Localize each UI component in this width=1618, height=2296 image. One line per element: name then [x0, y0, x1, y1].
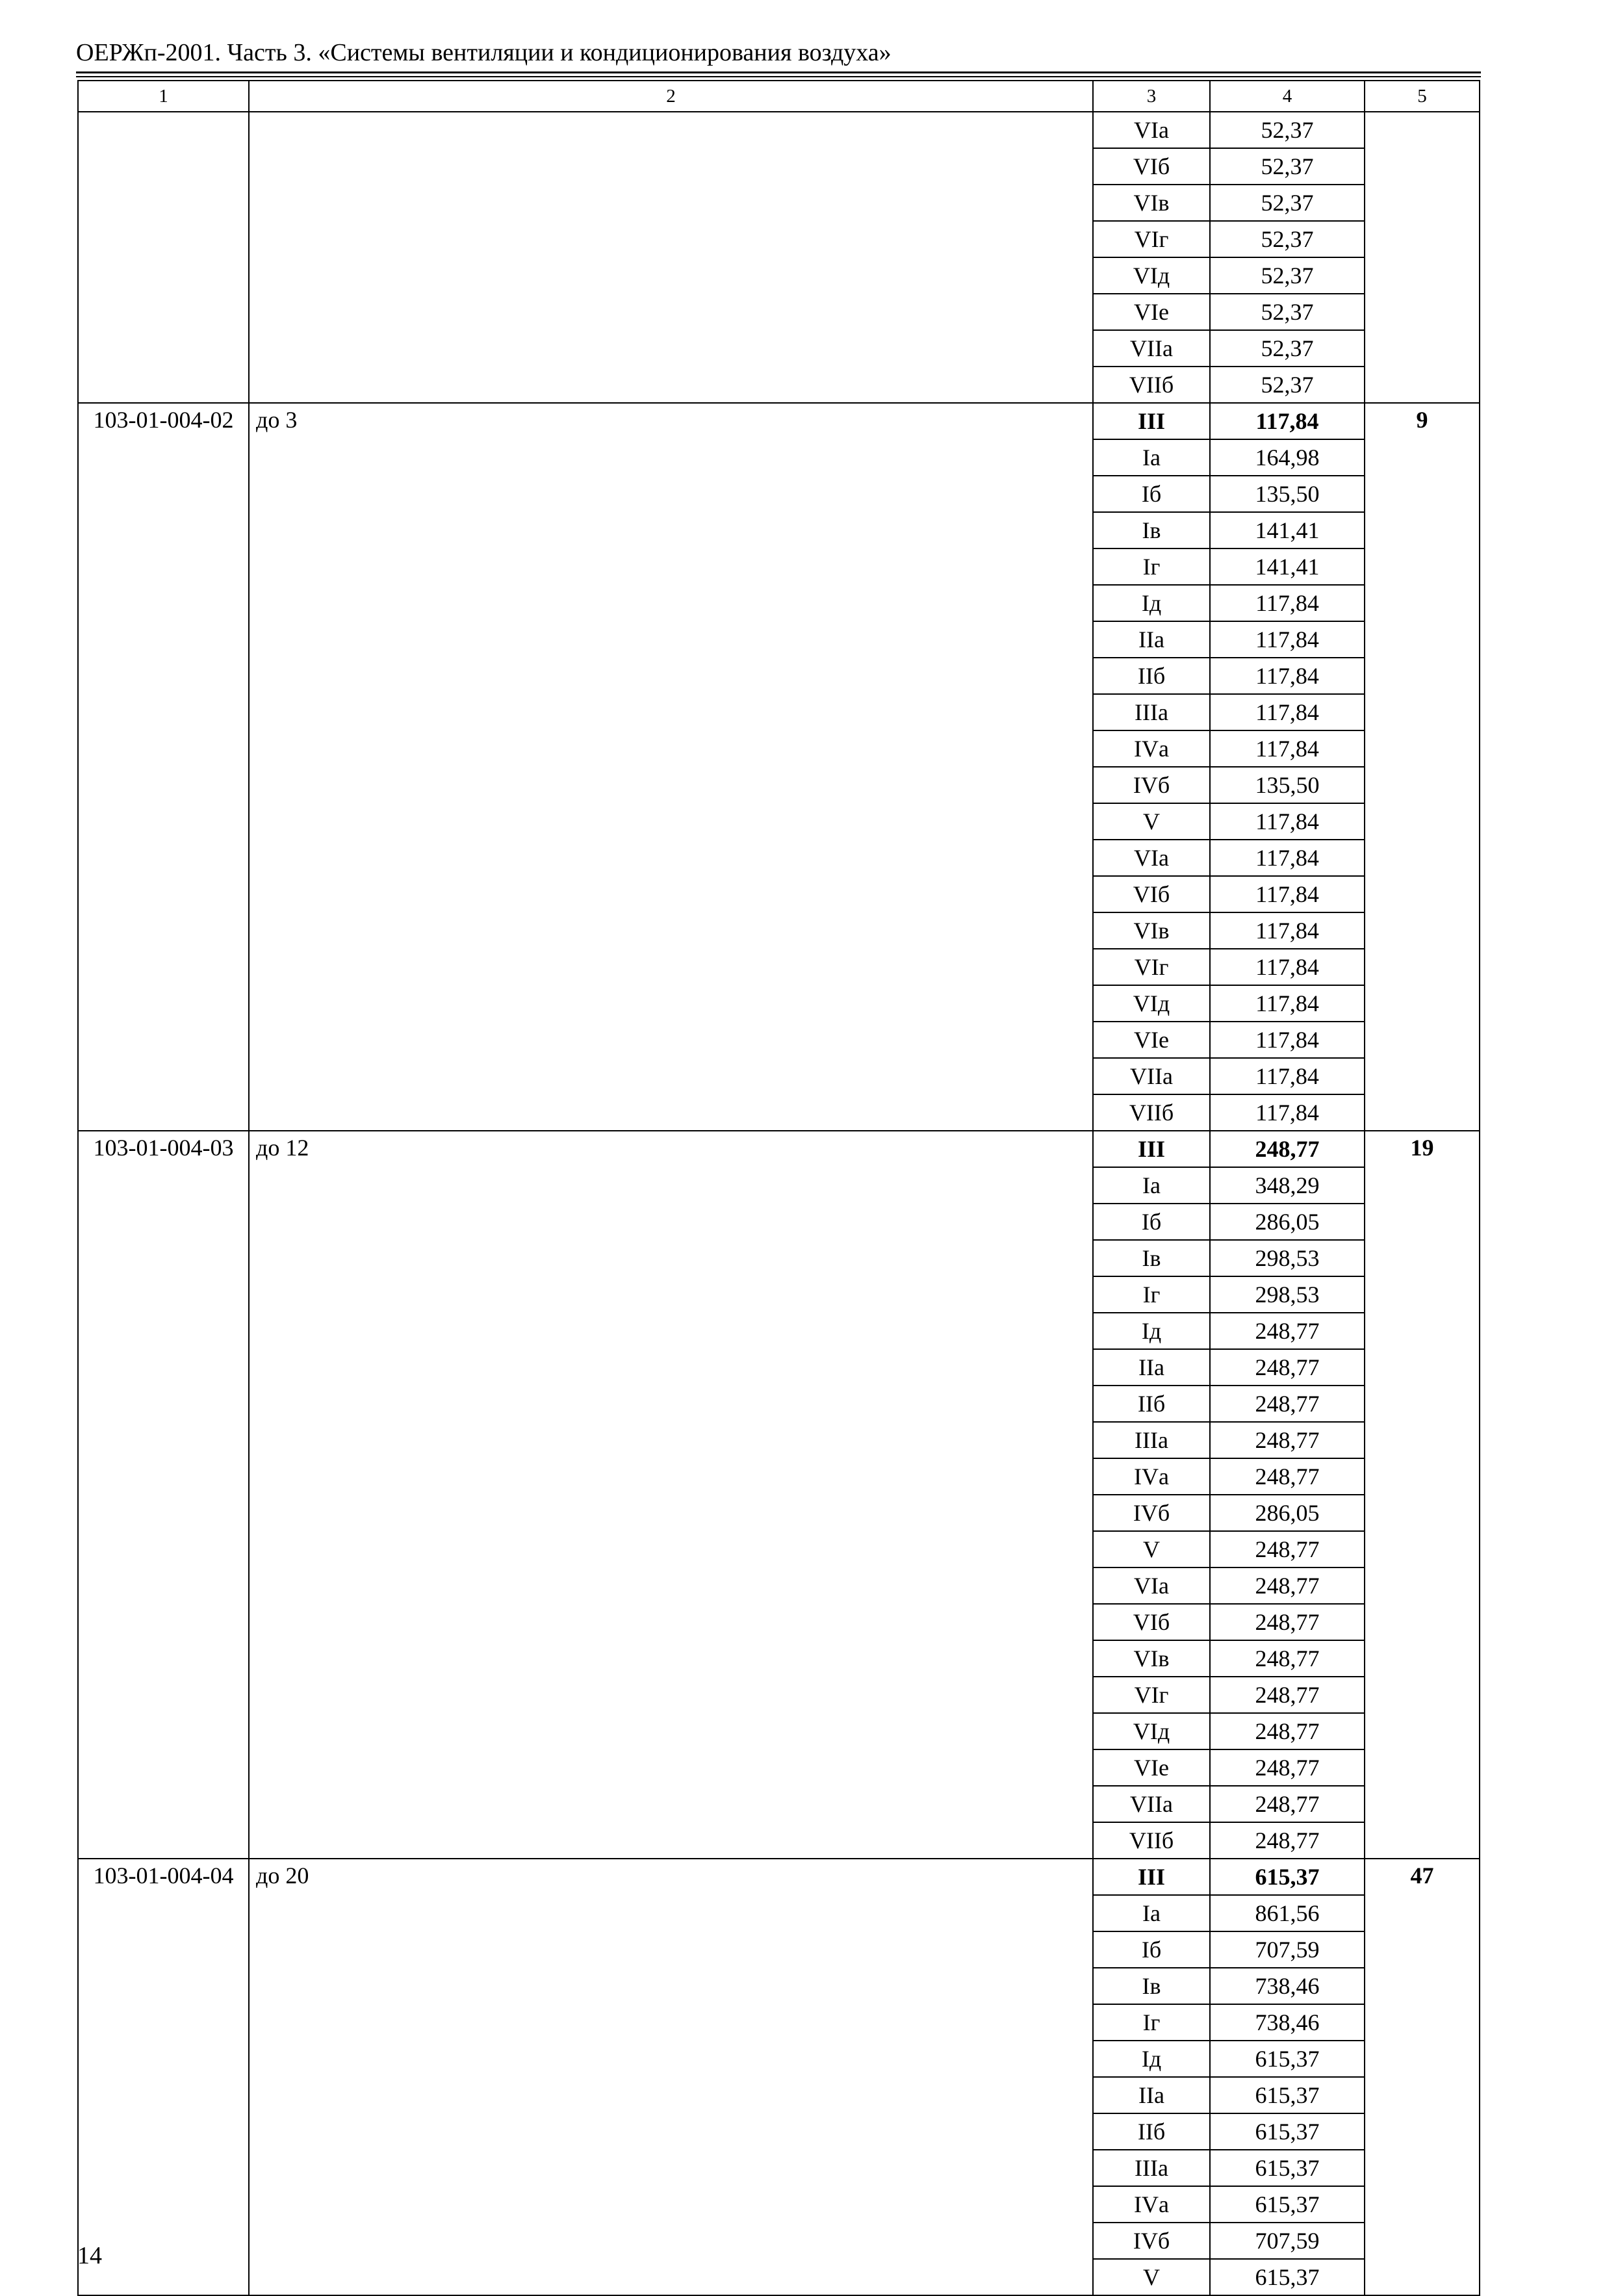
value-cell: 117,84	[1210, 803, 1365, 840]
value-cell: 52,37	[1210, 221, 1365, 257]
value-cell: 52,37	[1210, 185, 1365, 221]
value-cell: 248,77	[1210, 1677, 1365, 1713]
value-cell: 117,84	[1210, 1022, 1365, 1058]
value-cell: 117,84	[1210, 658, 1365, 694]
description-cell: до 3	[249, 403, 1093, 1131]
value-cell: 52,37	[1210, 257, 1365, 294]
value-cell: 248,77	[1210, 1313, 1365, 1349]
description-cell	[249, 112, 1093, 403]
zone-cell: IIIа	[1093, 1422, 1210, 1458]
value-cell: 141,41	[1210, 548, 1365, 585]
value-cell: 615,37	[1210, 2150, 1365, 2186]
rates-table-body	[78, 81, 1480, 2295]
value-cell: 117,84	[1210, 985, 1365, 1022]
page-header-title: ОЕРЖп-2001. Часть 3. «Системы вентиляции и кондиционирования воздуха»	[76, 39, 892, 66]
value-cell: 248,77	[1210, 1749, 1365, 1786]
value-cell: 286,05	[1210, 1204, 1365, 1240]
column-number: 3	[1093, 81, 1210, 112]
zone-cell: VIв	[1093, 912, 1210, 949]
zone-cell: Iа	[1093, 439, 1210, 476]
zone-cell: VIе	[1093, 1022, 1210, 1058]
zone-cell: Iг	[1093, 1276, 1210, 1313]
zone-cell: IVа	[1093, 730, 1210, 767]
value-cell: 248,77	[1210, 1386, 1365, 1422]
value-cell: 117,84	[1210, 585, 1365, 621]
zone-cell: VIв	[1093, 1640, 1210, 1677]
zone-cell: VIа	[1093, 112, 1210, 148]
zone-cell: VIд	[1093, 257, 1210, 294]
value-cell: 52,37	[1210, 112, 1365, 148]
zone-cell: Iб	[1093, 476, 1210, 512]
zone-cell: Iг	[1093, 548, 1210, 585]
zone-cell: VIд	[1093, 985, 1210, 1022]
zone-cell: V	[1093, 2259, 1210, 2295]
value-cell: 298,53	[1210, 1276, 1365, 1313]
zone-cell: Iа	[1093, 1895, 1210, 1931]
zone-cell: VIг	[1093, 1677, 1210, 1713]
value-cell: 248,77	[1210, 1458, 1365, 1495]
value-cell: 135,50	[1210, 476, 1365, 512]
zone-cell: IIIа	[1093, 2150, 1210, 2186]
value-cell: 248,77	[1210, 1640, 1365, 1677]
zone-cell: Iб	[1093, 1204, 1210, 1240]
value-cell: 707,59	[1210, 1931, 1365, 1968]
zone-cell: IVа	[1093, 2186, 1210, 2223]
description-cell: до 12	[249, 1131, 1093, 1859]
zone-cell: VIIа	[1093, 1058, 1210, 1094]
col5-cell: 9	[1365, 403, 1480, 1131]
value-cell: 117,84	[1210, 1058, 1365, 1094]
zone-cell: VIб	[1093, 1604, 1210, 1640]
value-cell: 52,37	[1210, 367, 1365, 403]
zone-cell: III	[1093, 1131, 1210, 1167]
value-cell: 164,98	[1210, 439, 1365, 476]
code-cell	[78, 112, 249, 403]
zone-cell: V	[1093, 803, 1210, 840]
rates-table	[77, 80, 1480, 2296]
zone-cell: VIг	[1093, 949, 1210, 985]
value-cell: 615,37	[1210, 2186, 1365, 2223]
value-cell: 135,50	[1210, 767, 1365, 803]
zone-cell: Iв	[1093, 1240, 1210, 1276]
zone-cell: Iд	[1093, 2041, 1210, 2077]
value-cell: 615,37	[1210, 1859, 1365, 1895]
value-cell: 248,77	[1210, 1822, 1365, 1859]
column-number-row	[78, 81, 1480, 112]
zone-cell: IIIа	[1093, 694, 1210, 730]
value-cell: 615,37	[1210, 2077, 1365, 2113]
value-cell: 248,77	[1210, 1604, 1365, 1640]
zone-cell: Iд	[1093, 585, 1210, 621]
value-cell: 738,46	[1210, 2004, 1365, 2041]
zone-cell: VIIб	[1093, 1094, 1210, 1131]
zone-cell: VIг	[1093, 221, 1210, 257]
zone-cell: IIа	[1093, 621, 1210, 658]
value-cell: 117,84	[1210, 694, 1365, 730]
col5-cell	[1365, 112, 1480, 403]
code-cell: 103-01-004-04	[78, 1859, 249, 2295]
zone-cell: V	[1093, 1531, 1210, 1567]
zone-cell: VIа	[1093, 1567, 1210, 1604]
zone-cell: VIа	[1093, 840, 1210, 876]
table-row	[78, 1131, 1480, 1167]
table-row	[78, 1859, 1480, 1895]
value-cell: 248,77	[1210, 1567, 1365, 1604]
value-cell: 286,05	[1210, 1495, 1365, 1531]
value-cell: 298,53	[1210, 1240, 1365, 1276]
value-cell: 248,77	[1210, 1786, 1365, 1822]
zone-cell: VIе	[1093, 294, 1210, 330]
value-cell: 738,46	[1210, 1968, 1365, 2004]
description-cell: до 20	[249, 1859, 1093, 2295]
value-cell: 348,29	[1210, 1167, 1365, 1204]
table-row	[78, 403, 1480, 439]
zone-cell: III	[1093, 403, 1210, 439]
zone-cell: IIа	[1093, 2077, 1210, 2113]
zone-cell: IVб	[1093, 1495, 1210, 1531]
value-cell: 248,77	[1210, 1131, 1365, 1167]
zone-cell: VIв	[1093, 185, 1210, 221]
value-cell: 52,37	[1210, 294, 1365, 330]
value-cell: 861,56	[1210, 1895, 1365, 1931]
zone-cell: IIб	[1093, 1386, 1210, 1422]
page-number: 14	[77, 2242, 102, 2269]
zone-cell: IIб	[1093, 2113, 1210, 2150]
code-cell: 103-01-004-03	[78, 1131, 249, 1859]
column-number: 5	[1365, 81, 1480, 112]
zone-cell: IIб	[1093, 658, 1210, 694]
header-rule	[76, 71, 1481, 73]
zone-cell: Iг	[1093, 2004, 1210, 2041]
value-cell: 117,84	[1210, 403, 1365, 439]
value-cell: 117,84	[1210, 1094, 1365, 1131]
zone-cell: IIа	[1093, 1349, 1210, 1386]
zone-cell: Iа	[1093, 1167, 1210, 1204]
value-cell: 615,37	[1210, 2259, 1365, 2295]
code-cell: 103-01-004-02	[78, 403, 249, 1131]
column-number: 1	[78, 81, 249, 112]
table-row	[78, 112, 1480, 148]
zone-cell: VIб	[1093, 148, 1210, 185]
value-cell: 615,37	[1210, 2041, 1365, 2077]
zone-cell: VIIб	[1093, 1822, 1210, 1859]
zone-cell: IVб	[1093, 767, 1210, 803]
zone-cell: VIд	[1093, 1713, 1210, 1749]
column-number: 2	[249, 81, 1093, 112]
value-cell: 248,77	[1210, 1713, 1365, 1749]
value-cell: 248,77	[1210, 1422, 1365, 1458]
zone-cell: Iд	[1093, 1313, 1210, 1349]
value-cell: 117,84	[1210, 621, 1365, 658]
col5-cell: 19	[1365, 1131, 1480, 1859]
zone-cell: Iв	[1093, 1968, 1210, 2004]
value-cell: 117,84	[1210, 730, 1365, 767]
zone-cell: VIIа	[1093, 1786, 1210, 1822]
value-cell: 117,84	[1210, 949, 1365, 985]
header-rule	[76, 76, 1481, 77]
zone-cell: VIб	[1093, 876, 1210, 912]
zone-cell: Iв	[1093, 512, 1210, 548]
zone-cell: IVб	[1093, 2223, 1210, 2259]
zone-cell: IVа	[1093, 1458, 1210, 1495]
value-cell: 248,77	[1210, 1531, 1365, 1567]
value-cell: 117,84	[1210, 840, 1365, 876]
zone-cell: VIIа	[1093, 330, 1210, 367]
col5-cell: 47	[1365, 1859, 1480, 2295]
value-cell: 707,59	[1210, 2223, 1365, 2259]
zone-cell: III	[1093, 1859, 1210, 1895]
zone-cell: VIе	[1093, 1749, 1210, 1786]
value-cell: 117,84	[1210, 876, 1365, 912]
value-cell: 117,84	[1210, 912, 1365, 949]
value-cell: 52,37	[1210, 330, 1365, 367]
value-cell: 615,37	[1210, 2113, 1365, 2150]
value-cell: 248,77	[1210, 1349, 1365, 1386]
zone-cell: VIIб	[1093, 367, 1210, 403]
column-number: 4	[1210, 81, 1365, 112]
value-cell: 141,41	[1210, 512, 1365, 548]
value-cell: 52,37	[1210, 148, 1365, 185]
zone-cell: Iб	[1093, 1931, 1210, 1968]
